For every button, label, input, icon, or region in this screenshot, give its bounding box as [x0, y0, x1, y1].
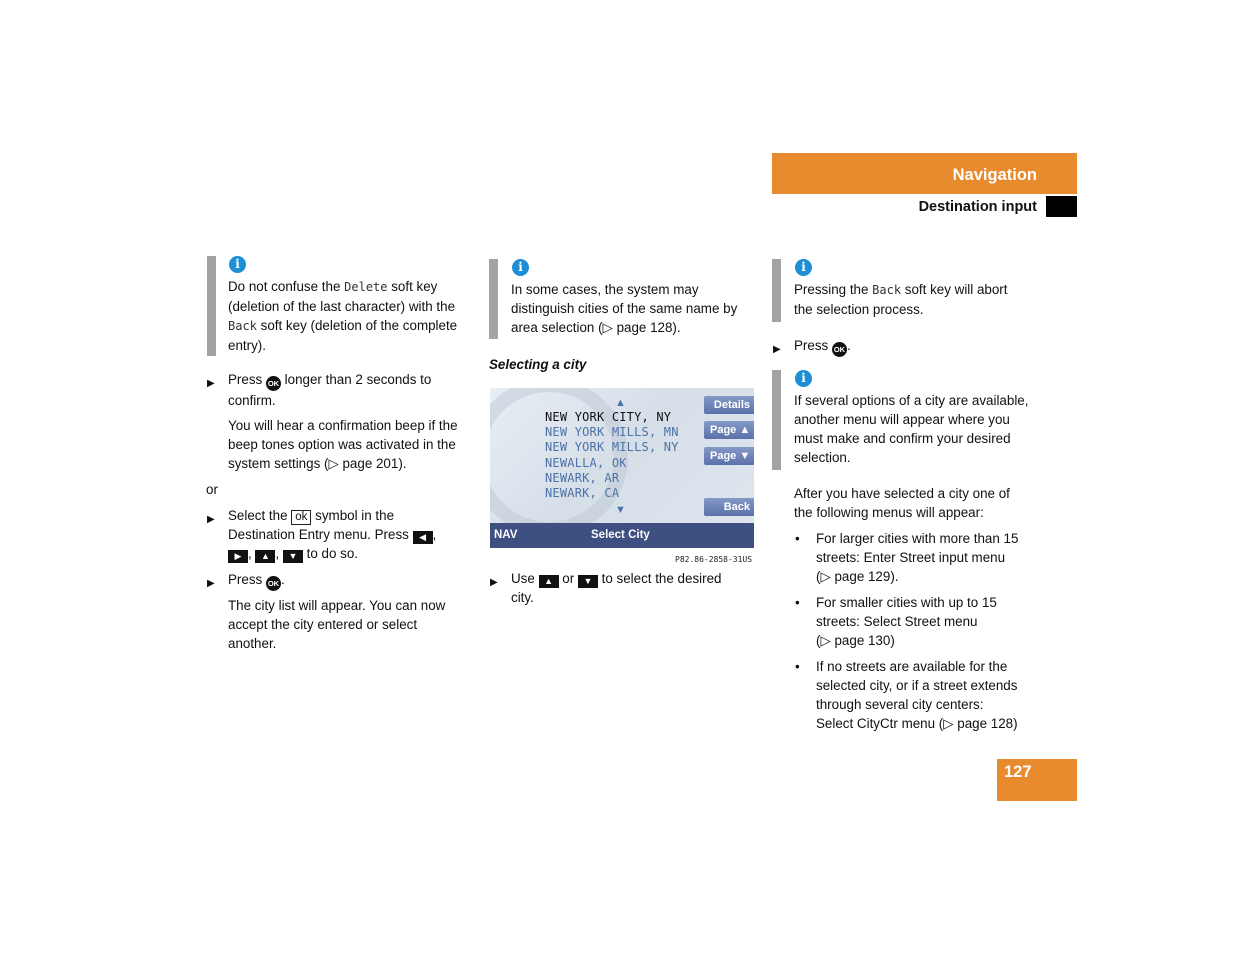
list-item: If no streets are available for the selected city, or if a street extends through several city centers: Select CityCtr menu (▷ page 128): [816, 659, 1018, 731]
up-arrow-icon: ▲: [739, 424, 751, 436]
bullet-icon: •: [795, 659, 800, 674]
info-icon: i: [229, 254, 246, 273]
paragraph-beep: You will hear a confirmation beep if the beep tones option was activated in the system settings (▷ page 201).: [228, 418, 458, 471]
info-icon: i: [795, 368, 812, 387]
subsection-marker: [1046, 196, 1077, 217]
list-item: For larger cities with more than 15 streets: Enter Street input menu (▷ page 129).: [816, 531, 1019, 584]
step-press-long: Press OK longer than 2 seconds to confirm.: [228, 372, 432, 408]
down-arrow-key-icon: ▼: [578, 575, 598, 588]
step-arrow-icon: ▶: [207, 378, 215, 389]
page-number-tab: [997, 759, 1077, 801]
navigation-screen: [490, 388, 754, 548]
step-arrow-icon: ▶: [773, 344, 781, 355]
paragraph-after-selection: After you have selected a city one of the following menus will appear:: [794, 486, 1010, 520]
page-down-softkey[interactable]: Page ▼: [704, 447, 754, 465]
down-arrow-icon: ▼: [739, 450, 751, 462]
city-item[interactable]: NEWALLA, OK: [545, 455, 627, 470]
info-note-3: Pressing the Back soft key will abort the selection process.: [794, 282, 1008, 317]
city-item[interactable]: NEW YORK MILLS, NY: [545, 440, 679, 455]
city-list: [545, 410, 679, 501]
step-arrow-icon: ▶: [207, 578, 215, 589]
info-icon: i: [795, 257, 812, 276]
step-press-ok: Press OK .: [794, 336, 851, 357]
scroll-up-icon: ▲: [615, 397, 626, 409]
details-softkey[interactable]: Details: [704, 396, 754, 414]
step-arrow-icon: ▶: [207, 514, 215, 525]
info-note-4: If several options of a city are available, another menu will appear where you must make and confirm your desired selection.: [794, 393, 1029, 465]
scroll-down-icon: ▼: [615, 504, 626, 516]
back-softkey[interactable]: Back: [704, 498, 754, 516]
page-up-softkey[interactable]: Page ▲: [704, 421, 754, 439]
ok-symbol-icon: ok: [291, 510, 311, 525]
section-heading: Selecting a city: [489, 357, 587, 372]
down-arrow-key-icon: ▼: [283, 550, 303, 563]
info-note-2: In some cases, the system may distinguish cities of the same name by area selection (▷ page 128).: [511, 282, 738, 335]
status-screen-title: Select City: [591, 529, 650, 541]
subsection-header: [772, 196, 1077, 217]
page-number: 127: [1004, 763, 1032, 781]
section-header: [772, 153, 1077, 194]
right-arrow-key-icon: ▶: [228, 550, 248, 563]
left-arrow-key-icon: ◀: [413, 531, 433, 544]
city-item[interactable]: NEW YORK MILLS, MN: [545, 425, 679, 440]
city-item[interactable]: NEWARK, CA: [545, 486, 620, 501]
up-arrow-key-icon: ▲: [539, 575, 559, 588]
status-nav: NAV: [494, 529, 518, 541]
info-bar: [772, 370, 781, 470]
section-title: Navigation: [952, 166, 1037, 184]
bullet-icon: •: [795, 531, 800, 546]
step-arrow-icon: ▶: [490, 577, 498, 588]
ok-button-icon: OK: [266, 576, 281, 591]
step-press-ok: Press OK .: [228, 570, 285, 591]
info-note-1: Do not confuse the Delete soft key (deletion of the last character) with the Back soft key (deletion of the complete entry).: [228, 279, 458, 353]
info-bar: [489, 259, 498, 339]
info-icon: i: [512, 257, 529, 276]
step-select-ok: Select the ok symbol in the Destination Entry menu. Press ◀ , ▶ , ▲ , ▼ to do so.: [228, 508, 437, 561]
figure-code: P82.86-2858-31US: [675, 555, 753, 564]
paragraph-city-list: The city list will appear. You can now accept the city entered or select another.: [228, 598, 446, 651]
step-use-arrows: Use ▲ or ▼ to select the desired city.: [511, 571, 722, 605]
bullet-icon: •: [795, 595, 800, 610]
list-item: For smaller cities with up to 15 streets: Select Street menu (▷ page 130): [816, 595, 997, 648]
or-text: or: [206, 482, 218, 497]
info-bar: [772, 259, 781, 322]
info-bar: [207, 256, 216, 356]
status-bar: [490, 523, 754, 548]
city-item-selected[interactable]: NEW YORK CITY, NY: [545, 410, 672, 424]
subsection-title: Destination input: [918, 199, 1037, 215]
ok-button-icon: OK: [266, 376, 281, 391]
ok-button-icon: OK: [832, 342, 847, 357]
up-arrow-key-icon: ▲: [255, 550, 275, 563]
city-item[interactable]: NEWARK, AR: [545, 470, 620, 485]
